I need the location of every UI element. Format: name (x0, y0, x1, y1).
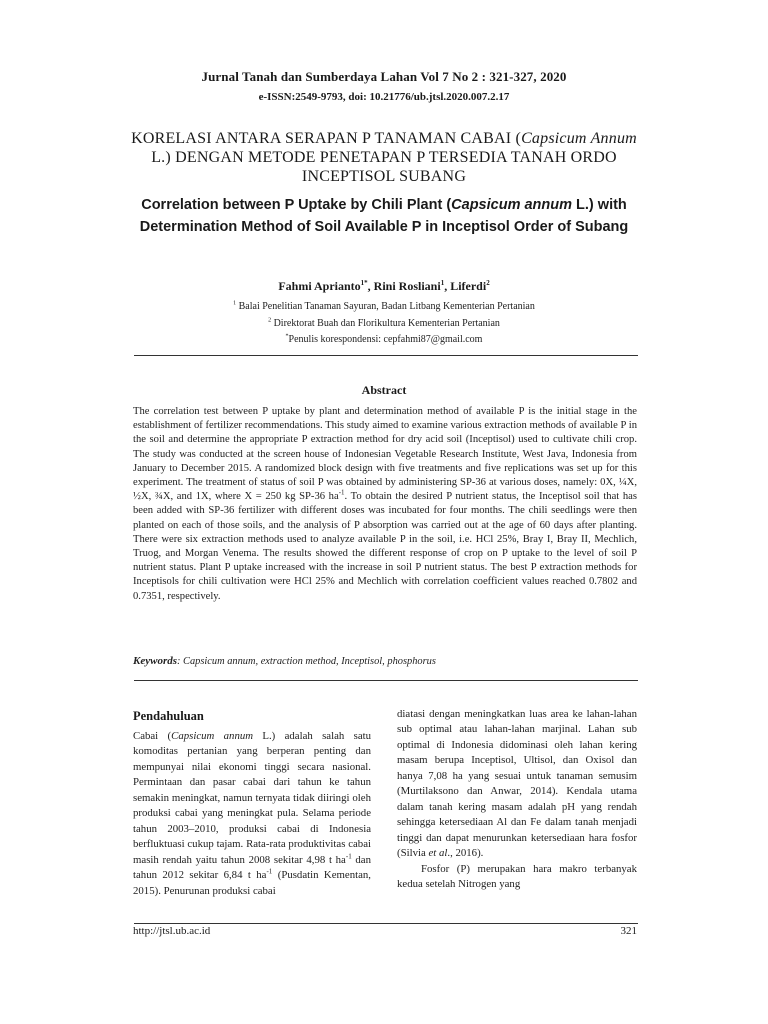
abstract-heading: Abstract (361, 383, 407, 397)
title-english: Correlation between P Uptake by Chili Plant (Capsicum annum L.) with Determination Method of Soil Available P in Inceptisol Order of Subang (139, 197, 629, 235)
divider (134, 680, 638, 681)
body-column-right: diatasi dengan meningkatkan luas area ke lahan-lahan sub optimal atau lahan-lahan marjinal. Lahan sub optimal di Indonesia didominasi oleh lahan kering masam berupa Inceptisol, Ultisol, dan Oxisol dan hanya 7,08 ha yang sesuai untuk tanaman semusim (Murtilaksono dan Anwar, 2014). Kendala utama dalam tanah kering masam adalah pH yang rendah sehingga ketersediaan Al dan Fe dalam tanah menjadi tinggi dan dapat menurunkan ketersediaan hara fosfor (Silvia et al., 2016). Fosfor (P) merupakan hara makro terbanyak kedua setelah Nitrogen yang (397, 708, 637, 890)
divider (134, 355, 638, 356)
body-column-left: Cabai (Capsicum annum L.) adalah salah satu komoditas pertanian yang berperan penting dan mempunyai nilai ekonomi tinggi secara nasional. Permintaan dan pasar cabai dari tahun ke tahun semakin meningkat, namun ternyata tidak diiringi oleh produksi cabai yang meningkat pula. Selama periode tahun 2003–2010, produksi cabai di Indonesia berfluktuasi cukup tajam. Rata-rata produktivitas cabai masih rendah yaitu tahun 2008 sekitar 4,98 t $ha^{-1}$ dan tahun 2012 sekitar 6,84 t $ha^{-1}$ (Pusdatin Kementan, 2015). Penurunan produksi cabai (133, 730, 372, 897)
keywords (133, 655, 637, 667)
title-indonesian: KORELASI ANTARA SERAPAN P TANAMAN CABAI (Capsicum Annum L.) DENGAN METODE PENETAPAN P TERSEDIA TANAH ORDO INCEPTISOL SUBANG (131, 130, 637, 185)
keywords-label: Keywords (133, 655, 177, 667)
affiliation-1: $^1$ Balai Penelitian Tanaman Sayuran, Badan Litbang Kementerian Pertanian (233, 300, 535, 312)
section-heading: Pendahuluan (133, 709, 204, 723)
abstract-text: The correlation test between P uptake by plant and determination method of available P is the initial stage in the establishment of fertilizer recommendations. This study aimed to examine various extraction methods of available P in the soil and determine the appropriate P extraction method for dry acid soil (Inceptisol) used to cultivate chili crop. The study was conducted at the screen house of Indonesian Vegetable Research Institute, West Java, Indonesia from January to December 2015. A randomized block design with five treatments and five replications was set up for this experiment. The treatment of status of soil P was obtained by administering SP-36 at various doses, namely: 0X, ¼X, ½X, ¾X, and 1X, where X = 250 kg SP-36 $ha^{-1}$. To obtain the desired P nutrient status, the Inceptisol soil that has been added with SP-36 fertilizer with different doses was incubated for four months. The chili seedlings were then planted on each of those soils, and the analysis of P absorption was carried out at the age of 60 days after planting. There were six extraction methods used to analyze available P in the soil, i.e. HCl 25%, Bray I, Bray II, Mechlich, Truog, and Morgan Venema. The results showed the different response of crop on P uptake to the level of soil P nutrient status. Plant P uptake increased with the increase in soil P nutrient status. The best P extraction methods for Inceptisols for chili cultivation were HCl 25% and Mechlich with correlation coefficient values reached 0.7802 and 0.7351, respectively. (133, 406, 637, 602)
corresponding-author: *Penulis korespondensi: cepfahmi87@gmail.com (285, 333, 483, 345)
journal-citation: Jurnal Tanah dan Sumberdaya Lahan Vol 7 No 2 : 321-327, 2020 (201, 69, 567, 84)
author-list: Fahmi Aprianto$^{1*}$, Rini Rosliani$^1$, Liferdi$^2$ (278, 279, 490, 293)
page-number: 321 (620, 925, 637, 937)
issn-doi: e-ISSN:2549-9793, doi: 10.21776/ub.jtsl.2020.007.2.17 (258, 91, 510, 103)
keywords-text: : Capsicum annum, extraction method, Inceptisol, phosphorus (177, 656, 436, 667)
affiliation-2: $^2$ Direktorat Buah dan Florikultura Kementerian Pertanian (268, 317, 500, 329)
footer-divider (134, 923, 638, 924)
footer-url[interactable]: http://jtsl.ub.ac.id (133, 925, 211, 937)
